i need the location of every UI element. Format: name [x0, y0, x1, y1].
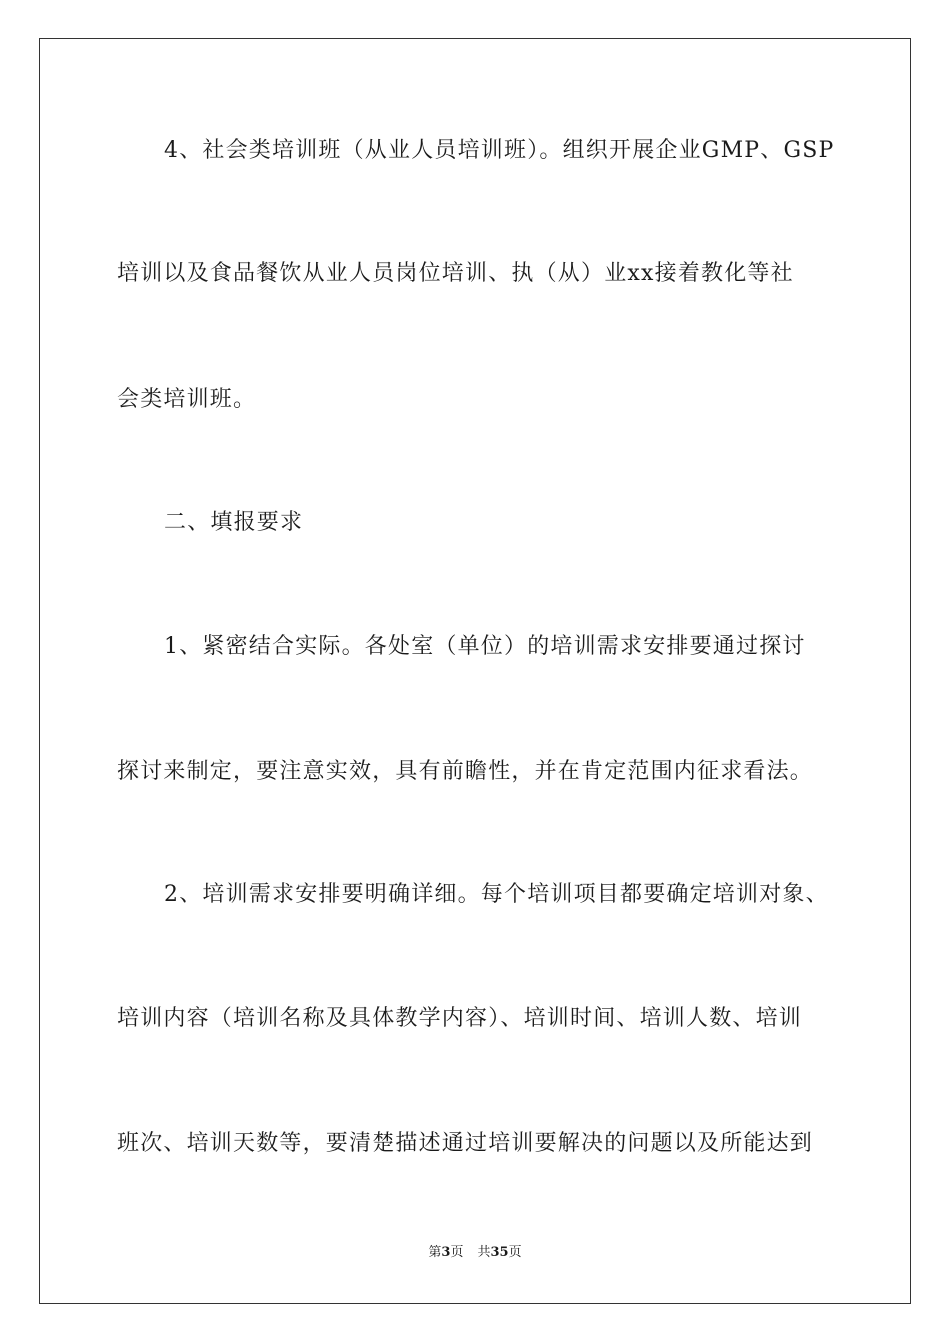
paragraph-line: 会类培训班。: [117, 387, 257, 412]
footer-total-suffix: 页: [508, 1245, 522, 1260]
footer-page-prefix: 第: [428, 1245, 442, 1260]
paragraph-line: 1、紧密结合实际。各处室（单位）的培训需求安排要通过探讨: [164, 634, 806, 659]
paragraph-line: 2、培训需求安排要明确详细。每个培训项目都要确定培训对象、: [164, 882, 829, 907]
footer-total-pages: 35: [490, 1245, 509, 1260]
footer-page-number: 3: [441, 1245, 451, 1260]
paragraph-line: 探讨来制定，要注意实效，具有前瞻性，并在肯定范围内征求看法。: [117, 759, 814, 784]
section-heading: 二、填报要求: [164, 510, 304, 535]
page-border: [39, 38, 911, 1304]
paragraph-line: 培训以及食品餐饮从业人员岗位培训、执（从）业xx接着教化等社: [117, 261, 794, 286]
footer-total-prefix: 共: [477, 1245, 491, 1260]
page-footer: [0, 1244, 950, 1262]
paragraph-line: 班次、培训天数等，要清楚描述通过培训要解决的问题以及所能达到: [117, 1131, 814, 1156]
paragraph-line: 培训内容（培训名称及具体教学内容）、培训时间、培训人数、培训: [117, 1006, 803, 1031]
footer-page-suffix: 页: [450, 1245, 464, 1260]
paragraph-line: 4、社会类培训班（从业人员培训班）。组织开展企业GMP、GSP: [164, 138, 835, 163]
